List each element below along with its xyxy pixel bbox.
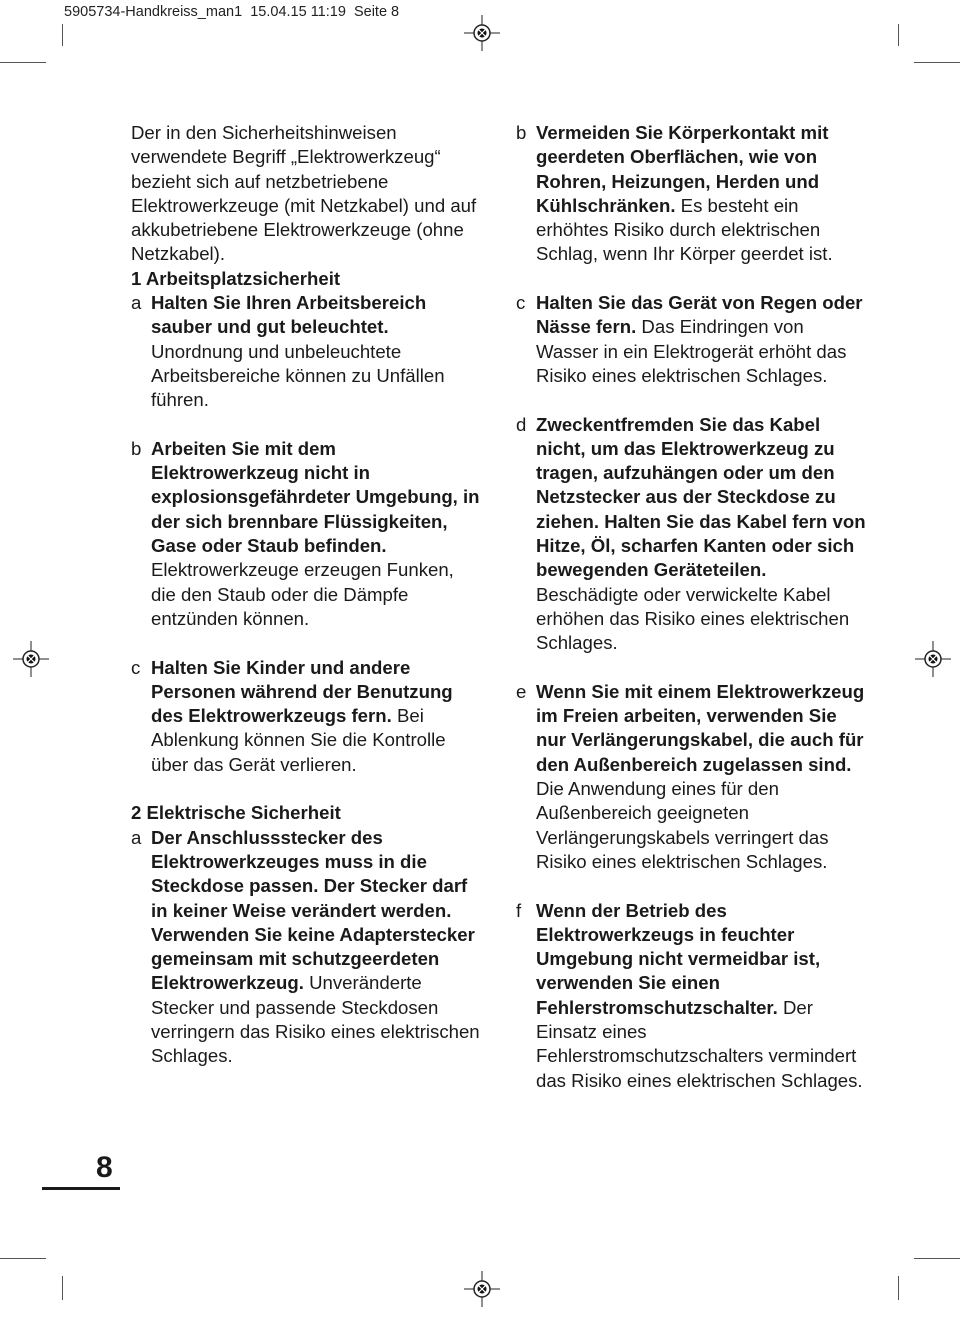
item-letter: a <box>131 826 142 848</box>
intro-paragraph: Der in den Sicherheitshinweisen verwendete Begriff „Elektrowerkzeug“ bezieht sich auf netzbetriebene Elektrowerkzeuge (mit Netzkabel) und auf akkubetriebene Elektrowerkzeuge (ohne Netzkabel). <box>131 122 477 265</box>
item-bold-text: Halten Sie Kinder und andere Personen während der Benutzung des Elektrowerkzeugs fern. <box>151 656 453 727</box>
registration-crosshair-icon <box>464 15 500 51</box>
item-letter: b <box>516 122 527 143</box>
item-body <box>151 826 481 1069</box>
item-body <box>536 413 868 656</box>
item-letter: e <box>516 680 527 702</box>
item-bold-text: Der Anschlussstecker des Elektrowerkzeuges muss in die Steckdose passen. Der Stecker darf in keiner Weise verändert werden. Verwenden Sie keine Adapterstecker gemeinsam mit schutzgeerdeten Elektrowerkzeug. <box>151 826 475 994</box>
crop-line-top-left-vertical <box>62 24 63 46</box>
item-text: Die Anwendung eines für den Außenbereich geeigneten Verlängerungskabels verringert das Risiko eines elektrischen Schlages. <box>536 778 829 872</box>
crop-line-top-right-horizontal <box>914 62 960 63</box>
item-letter: c <box>516 292 526 314</box>
crop-line-bottom-left-vertical <box>62 1276 63 1300</box>
item-text: Unordnung und unbeleuchtete Arbeitsbereiche können zu Unfällen führen. <box>151 340 445 411</box>
item-text: Elektrowerkzeuge erzeugen Funken, die den Staub oder die Dämpfe entzünden können. <box>151 559 454 629</box>
item-body <box>151 656 481 777</box>
slug-datetime: 15.04.15 11:19 <box>250 4 346 20</box>
item-bold-text: Vermeiden Sie Körperkontakt mit geerdeten Oberflächen, wie von Rohren, Heizungen, Herden und Kühlschränken. <box>536 122 829 216</box>
item-body <box>151 291 481 412</box>
item-bold-text: Wenn Sie mit einem Elektrowerkzeug im Freien arbeiten, verwenden Sie nur Verlängerungskabel, die auch für den Außenbereich zugelassen sind. <box>536 680 865 775</box>
right-column <box>516 121 868 1117</box>
item-bold-text: Wenn der Betrieb des Elektrowerkzeugs in feuchter Umgebung nicht vermeidbar ist, verwenden Sie einen Fehlerstromschutzschalter. <box>536 899 821 1018</box>
page-number: 8 <box>96 1151 113 1184</box>
list-item <box>516 899 868 1093</box>
list-item <box>131 826 481 1069</box>
print-slug <box>64 4 399 20</box>
item-bold-text: Arbeiten Sie mit dem Elektrowerkzeug nicht in explosionsgefährdeter Umgebung, in der sich brennbare Flüssigkeiten, Gase oder Staub befinden. <box>151 437 480 557</box>
slug-page: Seite 8 <box>353 4 400 20</box>
item-text: Unveränderte Stecker und passende Steckdosen verringern das Risiko eines elektrischen Schlages. <box>151 972 480 1067</box>
item-body <box>536 121 868 267</box>
crop-line-bottom-left-horizontal <box>0 1258 46 1259</box>
registration-crosshair-icon <box>915 641 951 677</box>
item-letter: c <box>131 656 141 678</box>
list-item <box>516 291 868 388</box>
page-number-rule <box>42 1187 120 1190</box>
item-body <box>536 680 868 874</box>
list-item <box>516 413 868 656</box>
crop-line-bottom-right-horizontal <box>914 1258 960 1259</box>
list-item <box>516 680 868 874</box>
item-bold-text: Halten Sie das Gerät von Regen oder Nässe fern. <box>536 292 863 338</box>
crop-line-bottom-right-vertical <box>898 1276 899 1300</box>
item-text: Das Eindringen von Wasser in ein Elektrogerät erhöht das Risiko eines elektrischen Schlages. <box>536 316 847 386</box>
item-letter: f <box>516 899 522 921</box>
section-heading-workplace-safety: 1 Arbeitsplatzsicherheit <box>131 267 341 289</box>
section-heading-electrical-safety: 2 Elektrische Sicherheit <box>131 802 341 824</box>
item-bold-text: Zweckentfremden Sie das Kabel nicht, um das Elektrowerkzeug zu tragen, aufzuhängen oder um den Netzstecker aus der Steckdose zu ziehen. Halten Sie das Kabel fern von Hitze, Öl, scharfen Kanten oder sich bewegenden Geräteteilen. <box>536 413 866 581</box>
item-bold-text: Halten Sie Ihren Arbeitsbereich sauber und gut beleuchtet. <box>151 292 427 338</box>
item-body <box>536 291 868 388</box>
slug-job: 5905734-Handkreiss_man1 <box>64 4 243 20</box>
item-text: Es besteht ein erhöhtes Risiko durch elektrischen Schlag, wenn Ihr Körper geerdet ist. <box>536 194 833 265</box>
item-letter: d <box>516 413 527 435</box>
list-item <box>516 121 868 267</box>
crop-line-top-right-vertical <box>898 24 899 46</box>
list-item <box>131 656 481 777</box>
item-letter: b <box>131 437 142 459</box>
item-body <box>151 437 481 631</box>
crop-line-top-left-horizontal <box>0 62 46 63</box>
list-item <box>131 437 481 631</box>
item-text: Beschädigte oder verwickelte Kabel erhöhen das Risiko eines elektrischen Schlages. <box>536 583 850 654</box>
item-text: Bei Ablenkung können Sie die Kontrolle über das Gerät verlieren. <box>151 705 446 775</box>
left-column <box>131 121 481 1093</box>
item-text: Der Einsatz eines Fehlerstromschutzschalters vermindert das Risiko eines elektrischen Schlages. <box>536 996 863 1091</box>
registration-crosshair-icon <box>13 641 49 677</box>
list-item <box>131 291 481 412</box>
registration-crosshair-icon <box>464 1271 500 1307</box>
item-letter: a <box>131 292 142 314</box>
item-body <box>536 899 868 1093</box>
